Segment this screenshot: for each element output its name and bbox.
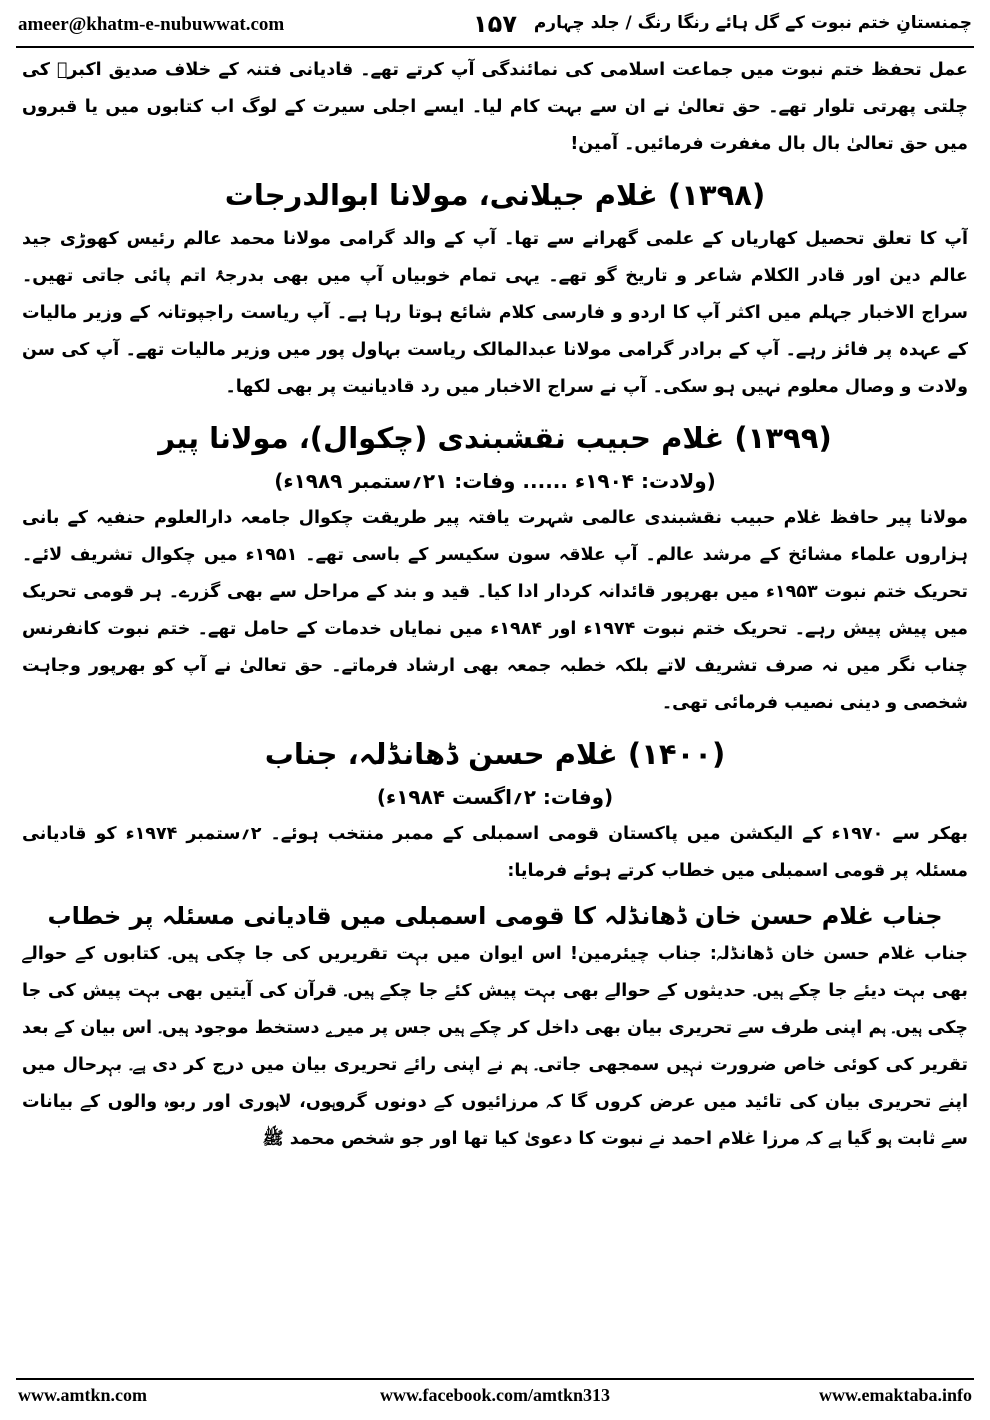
entry-1400 xyxy=(22,732,968,890)
speech-title: جناب غلام حسن خان ڈھانڈلہ کا قومی اسمبلی میں قادیانی مسئلہ پر خطاب xyxy=(47,902,943,930)
footer-divider xyxy=(16,1378,974,1380)
page-body xyxy=(22,52,968,1372)
entry-dates: (وفات: ۲؍اگست ۱۹۸۴ء) xyxy=(376,785,614,809)
footer-link-emaktaba[interactable]: www.emaktaba.info xyxy=(818,1385,972,1405)
entry-heading: (۱۳۹۹) غلام حبیب نقشبندی (چکوال)، مولانا پیر xyxy=(158,421,832,455)
entry-paragraph: مولانا پیر حافظ غلام حبیب نقشبندی عالمی شہرت یافتہ پیر طریقت چکوال جامعہ دارالعلوم حنفیہ کے بانی ہزاروں علماء مشائخ کے مرشد عالم۔ آپ علاقہ سون سکیسر کے باسی تھے۔ ۱۹۵۱ء میں چکوال تشریف لائے۔ تحریک ختم نبوت ۱۹۵۳ء میں بھرپور قائدانہ کردار ادا کیا۔ قید و بند کے مراحل سے بھی گزرے۔ ہر قومی تحریک میں پیش پیش رہے۔ تحریک ختم نبوت ۱۹۷۴ء اور ۱۹۸۴ء میں نمایاں خدمات کے حامل تھے۔ ختم نبوت کانفرنس چناب نگر میں نہ صرف تشریف لاتے بلکہ خطبہ جمعہ بھی ارشاد فرماتے۔ حق تعالیٰ نے آپ کو بھرپور وجاہت شخصی و دینی نصیب فرمائی تھی۔ xyxy=(22,508,968,713)
book-title: چمنستانِ ختم نبوت کے گل ہائے رنگا رنگ / جلد چہارم xyxy=(533,13,972,33)
intro-paragraph: عمل تحفظ ختم نبوت میں جماعت اسلامی کی نمائندگی آپ کرتے تھے۔ قادیانی فتنہ کے خلاف صدیق اکبرؓ کی چلتی پھرتی تلوار تھے۔ حق تعالیٰ نے ان سے بہت کام لیا۔ ایسے اجلی سیرت کے لوگ اب کتابوں میں یا قبروں میں حق تعالیٰ بال بال مغفرت فرمائیں۔ آمین! xyxy=(22,60,968,154)
header-email: ameer@khatm-e-nubuwwat.com xyxy=(18,14,285,35)
page-header xyxy=(18,8,972,42)
header-divider xyxy=(16,46,974,48)
entry-1398 xyxy=(22,173,968,406)
entry-heading: (۱۳۹۸) غلام جیلانی، مولانا ابوالدرجات xyxy=(224,178,766,212)
entry-dates: (ولادت: ۱۹۰۴ء ...... وفات: ۲۱؍ستمبر ۱۹۸۹ء) xyxy=(274,469,716,493)
entry-paragraph: بھکر سے ۱۹۷۰ء کے الیکشن میں پاکستان قومی اسمبلی کے ممبر منتخب ہوئے۔ ۲؍ستمبر ۱۹۷۴ء کو قادیانی مسئلہ پر قومی اسمبلی میں خطاب کرتے ہوئے فرمایا: xyxy=(22,824,968,881)
page-footer xyxy=(18,1385,972,1413)
entry-1399 xyxy=(22,416,968,722)
footer-link-amtkn[interactable]: www.amtkn.com xyxy=(18,1385,147,1405)
entry-paragraph: آپ کا تعلق تحصیل کھاریاں کے علمی گھرانے سے تھا۔ آپ کے والد گرامی مولانا محمد عالم رئیس کھوڑی جید عالم دین اور قادر الکلام شاعر و تاریخ گو تھے۔ یہی تمام خوبیاں آپ میں بھی بدرجۂ اتم پائی جاتی تھیں۔ سراج الاخبار جہلم میں اکثر آپ کا اردو و فارسی کلام شائع ہوتا رہا ہے۔ آپ ریاست راجپوتانہ کے وزیر مالیات کے عہدہ پر فائز رہے۔ آپ کے برادر گرامی مولانا عبدالمالک ریاست بہاول پور میں وزیر مالیات تھے۔ آپ کی سن ولادت و وصال معلوم نہیں ہو سکی۔ آپ نے سراج الاخبار میں رد قادیانیت پر بھی لکھا۔ xyxy=(22,229,968,397)
entry-heading: (۱۴۰۰) غلام حسن ڈھانڈلہ، جناب xyxy=(264,737,726,771)
page-number: ۱۵۷ xyxy=(473,10,517,38)
footer-link-facebook[interactable]: www.facebook.com/amtkn313 xyxy=(380,1385,610,1405)
speech-text: جناب غلام حسن خان ڈھانڈلہ: جناب چیئرمین! اس ایوان میں بہت تقریریں کی جا چکی ہیں۔ کتابوں کے حوالے بھی بہت دیئے جا چکے ہیں۔ حدیثوں کے حوالے بھی بہت پیش کئے جا چکے ہیں۔ قرآن کی آیتیں بھی بہت پیش کی جا چکی ہیں۔ ہم اپنی طرف سے تحریری بیان بھی داخل کر چکے ہیں جس پر میرے دستخط موجود ہیں۔ اس بیان کے بعد تقریر کی کوئی خاص ضرورت نہیں سمجھی جاتی۔ ہم نے اپنی رائے تحریری بیان میں درج کر دی ہے۔ بہرحال میں اپنے تحریری بیان کی تائید میں عرض کروں گا کہ مرزائیوں کے دونوں گروہوں، لاہوری اور ربوہ والوں کے بیانات سے ثابت ہو گیا ہے کہ مرزا غلام احمد نے نبوت کا دعویٰ کیا تھا اور جو شخص محمد ﷺ xyxy=(22,944,968,1149)
